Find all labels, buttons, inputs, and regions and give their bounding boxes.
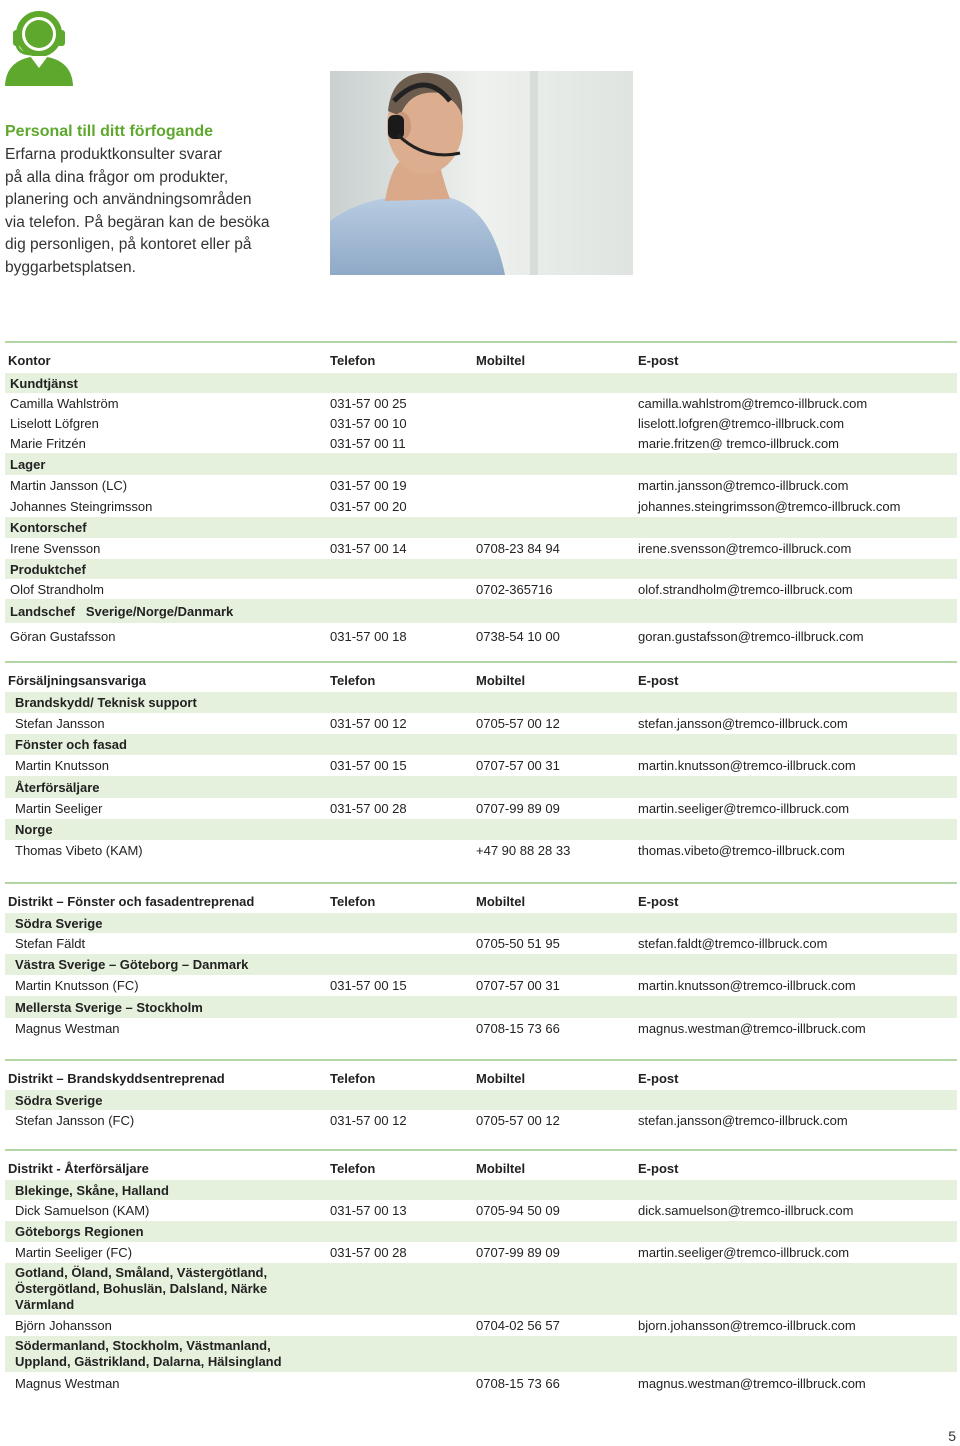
table-row xyxy=(5,433,957,453)
contact-email[interactable]: irene.svensson@tremco-illbruck.com xyxy=(638,541,852,556)
headset-man-photo xyxy=(330,71,633,275)
contact-name: Liselott Löfgren xyxy=(10,415,99,431)
group-header xyxy=(5,1090,957,1110)
contact-mobile: 0708-15 73 66 xyxy=(476,1375,560,1391)
contact-email[interactable]: stefan.faldt@tremco-illbruck.com xyxy=(638,936,828,951)
table-row xyxy=(5,579,957,599)
group-title: Kontorschef xyxy=(10,520,87,535)
group-title: Blekinge, Skåne, Halland xyxy=(15,1182,169,1198)
contact-mobile: 0708-23 84 94 xyxy=(476,541,560,556)
group-header xyxy=(5,776,957,798)
group-title: Göteborgs Regionen xyxy=(15,1224,144,1239)
table-header xyxy=(5,343,957,373)
table-row xyxy=(5,538,957,559)
intro-line: via telefon. På begäran kan de besöka xyxy=(5,213,270,231)
column-header: E-post xyxy=(638,1070,679,1086)
intro-line: byggarbetsplatsen. xyxy=(5,258,136,276)
table-row xyxy=(5,393,957,413)
contact-name: Göran Gustafsson xyxy=(10,628,116,644)
group-header xyxy=(5,1221,957,1242)
contact-mobile: 0708-15 73 66 xyxy=(476,1021,560,1036)
table-header xyxy=(5,1151,957,1180)
group-header xyxy=(5,373,957,393)
contact-name: Dick Samuelson (KAM) xyxy=(15,1203,150,1218)
group-title: Kundtjänst xyxy=(10,375,78,391)
group-header xyxy=(5,1180,957,1200)
column-header: Mobiltel xyxy=(476,1070,526,1086)
contact-name: Olof Strandholm xyxy=(10,581,104,597)
group-header xyxy=(5,734,957,755)
contact-phone: 031-57 00 19 xyxy=(330,478,407,493)
contact-email[interactable]: stefan.jansson@tremco-illbruck.com xyxy=(638,1113,848,1128)
contact-name: Martin Knutsson xyxy=(15,758,109,773)
contact-email[interactable]: stefan.jansson@tremco-illbruck.com xyxy=(638,716,848,731)
intro-line: på alla dina frågor om produkter, xyxy=(5,168,229,186)
table-row xyxy=(5,713,957,734)
contact-name: Irene Svensson xyxy=(10,541,101,556)
group-title: Mellersta Sverige – Stockholm xyxy=(15,999,203,1015)
headset-person-icon xyxy=(4,4,74,86)
contact-email[interactable]: martin.seeliger@tremco-illbruck.com xyxy=(638,1245,850,1260)
table-row xyxy=(5,1018,957,1039)
intro-text xyxy=(5,144,315,279)
contact-phone: 031-57 00 25 xyxy=(330,395,407,411)
group-header xyxy=(5,954,957,975)
group-header xyxy=(5,996,957,1018)
group-title: Södra Sverige xyxy=(15,1092,103,1108)
contact-email[interactable]: martin.jansson@tremco-illbruck.com xyxy=(638,478,849,493)
group-header xyxy=(5,517,957,538)
contact-mobile: 0705-50 51 95 xyxy=(476,936,560,951)
contact-phone: 031-57 00 15 xyxy=(330,978,407,993)
contact-name: Johannes Steingrimsson xyxy=(10,499,153,514)
table-row xyxy=(5,1110,957,1131)
table-header xyxy=(5,663,957,692)
contact-phone: 031-57 00 15 xyxy=(330,758,407,773)
contact-email[interactable]: magnus.westman@tremco-illbruck.com xyxy=(638,1375,866,1391)
group-title: Återförsäljare xyxy=(15,779,100,795)
contact-name: Björn Johansson xyxy=(15,1318,112,1333)
contact-section-district-windows xyxy=(5,882,957,1039)
column-header: Telefon xyxy=(330,893,376,909)
table-row xyxy=(5,496,957,517)
contact-mobile: 0707-99 89 09 xyxy=(476,1245,560,1260)
column-header: Mobiltel xyxy=(476,893,526,909)
intro-line: Erfarna produktkonsulter svarar xyxy=(5,146,223,163)
contact-email[interactable]: martin.knutsson@tremco-illbruck.com xyxy=(638,758,856,773)
table-header xyxy=(5,884,957,913)
group-title: Norge xyxy=(15,822,53,837)
contact-phone: 031-57 00 20 xyxy=(330,499,407,514)
column-header: Distrikt – Fönster och fasadentreprenad xyxy=(8,893,255,909)
group-title: Landschef Sverige/Norge/Danmark xyxy=(10,603,234,619)
contact-phone: 031-57 00 12 xyxy=(330,716,407,731)
table-row xyxy=(5,475,957,496)
contact-section-sales xyxy=(5,661,957,861)
contact-name: Martin Jansson (LC) xyxy=(10,478,128,493)
contact-email[interactable]: bjorn.johansson@tremco-illbruck.com xyxy=(638,1318,856,1333)
contact-mobile: 0704-02 56 57 xyxy=(476,1318,560,1333)
contact-mobile: 0705-57 00 12 xyxy=(476,1113,560,1128)
group-header xyxy=(5,819,957,840)
contact-email[interactable]: camilla.wahlstrom@tremco-illbruck.com xyxy=(638,395,868,411)
page-number: 5 xyxy=(948,1428,956,1444)
column-header: Mobiltel xyxy=(476,1160,526,1176)
column-header: E-post xyxy=(638,893,679,909)
contact-email[interactable]: martin.knutsson@tremco-illbruck.com xyxy=(638,978,856,993)
contact-mobile: +47 90 88 28 33 xyxy=(476,843,571,858)
contact-name: Martin Seeliger (FC) xyxy=(15,1245,133,1260)
contact-phone: 031-57 00 13 xyxy=(330,1203,407,1218)
contact-name: Magnus Westman xyxy=(15,1021,120,1036)
column-header: Telefon xyxy=(330,672,376,688)
contact-section-kontor xyxy=(5,341,957,649)
contact-phone: 031-57 00 12 xyxy=(330,1113,407,1128)
contact-phone: 031-57 00 14 xyxy=(330,541,407,556)
column-header: Telefon xyxy=(330,1160,376,1176)
column-header: Distrikt - Återförsäljare xyxy=(8,1160,149,1176)
contact-name: Martin Seeliger xyxy=(15,801,103,816)
table-row xyxy=(5,840,957,861)
table-row xyxy=(5,1242,957,1263)
column-header: Försäljningsansvariga xyxy=(8,672,146,688)
headset-person-logo xyxy=(4,4,74,86)
contact-email[interactable]: johannes.steingrimsson@tremco-illbruck.com xyxy=(638,499,901,514)
contact-email[interactable]: dick.samuelson@tremco-illbruck.com xyxy=(638,1203,854,1218)
group-header xyxy=(5,559,957,579)
column-header: Telefon xyxy=(330,1070,376,1086)
group-title: Södermanland, Stockholm, Västmanland, Uppland, Gästrikland, Dalarna, Hälsingland xyxy=(15,1338,282,1369)
column-header: Kontor xyxy=(8,352,51,368)
contact-name: Stefan Jansson xyxy=(15,716,105,731)
group-header xyxy=(5,1263,957,1315)
column-header: E-post xyxy=(638,672,679,688)
column-header: Mobiltel xyxy=(476,672,526,688)
group-title: Produktchef xyxy=(10,561,86,577)
table-row xyxy=(5,1315,957,1336)
group-header xyxy=(5,913,957,933)
contact-name: Marie Fritzén xyxy=(10,435,86,451)
contact-phone: 031-57 00 18 xyxy=(330,628,407,644)
contact-phone: 031-57 00 28 xyxy=(330,801,407,816)
contact-email[interactable]: martin.seeliger@tremco-illbruck.com xyxy=(638,801,850,816)
table-row xyxy=(5,975,957,996)
table-row xyxy=(5,798,957,819)
group-header xyxy=(5,1336,957,1372)
table-row xyxy=(5,933,957,954)
intro-line: planering och användningsområden xyxy=(5,191,252,208)
table-row xyxy=(5,755,957,776)
table-row xyxy=(5,1372,957,1394)
table-row xyxy=(5,623,957,649)
intro-title: Personal till ditt förfogande xyxy=(5,123,214,140)
column-header: E-post xyxy=(638,1160,679,1176)
contact-phone: 031-57 00 11 xyxy=(330,435,406,451)
contact-name: Stefan Jansson (FC) xyxy=(15,1113,135,1128)
contact-mobile: 0707-99 89 09 xyxy=(476,801,560,816)
contact-email[interactable]: liselott.lofgren@tremco-illbruck.com xyxy=(638,415,845,431)
contact-mobile: 0702-365716 xyxy=(476,581,553,597)
contact-mobile: 0707-57 00 31 xyxy=(476,978,560,993)
table-row xyxy=(5,1200,957,1221)
table-header xyxy=(5,1061,957,1090)
contact-email[interactable]: marie.fritzen@ tremco-illbruck.com xyxy=(638,435,840,451)
group-title: Gotland, Öland, Småland, Västergötland, Östergötland, Bohuslän, Dalsland, Närke Värmland xyxy=(15,1265,268,1312)
intro-line: dig personligen, på kontoret eller på xyxy=(5,236,252,253)
group-header xyxy=(5,453,957,475)
contact-name: Thomas Vibeto (KAM) xyxy=(15,843,143,858)
table-row xyxy=(5,413,957,433)
intro-block xyxy=(5,122,315,279)
contact-name: Martin Knutsson (FC) xyxy=(15,978,139,993)
contact-email[interactable]: olof.strandholm@tremco-illbruck.com xyxy=(638,581,853,597)
contact-phone: 031-57 00 28 xyxy=(330,1245,407,1260)
contact-mobile: 0705-57 00 12 xyxy=(476,716,560,731)
contact-name: Stefan Fäldt xyxy=(15,936,86,951)
group-title: Brandskydd/ Teknisk support xyxy=(15,695,197,710)
group-header xyxy=(5,599,957,623)
contact-email[interactable]: thomas.vibeto@tremco-illbruck.com xyxy=(638,843,845,858)
group-title: Lager xyxy=(10,456,46,472)
contact-section-district-fire xyxy=(5,1059,957,1131)
contact-phone: 031-57 00 10 xyxy=(330,415,407,431)
column-header: Telefon xyxy=(330,352,376,368)
group-header xyxy=(5,692,957,713)
group-title: Fönster och fasad xyxy=(15,737,127,752)
column-header: Distrikt – Brandskyddsentreprenad xyxy=(8,1070,225,1086)
contact-email[interactable]: goran.gustafsson@tremco-illbruck.com xyxy=(638,628,864,644)
contact-mobile: 0738-54 10 00 xyxy=(476,628,560,644)
contact-mobile: 0705-94 50 09 xyxy=(476,1203,560,1218)
contact-mobile: 0707-57 00 31 xyxy=(476,758,560,773)
contact-section-district-resellers xyxy=(5,1149,957,1394)
column-header: Mobiltel xyxy=(476,352,526,368)
group-title: Västra Sverige – Göteborg – Danmark xyxy=(15,957,249,972)
contact-name: Magnus Westman xyxy=(15,1375,120,1391)
contact-name: Camilla Wahlström xyxy=(10,395,119,411)
group-title: Södra Sverige xyxy=(15,915,103,931)
column-header: E-post xyxy=(638,352,679,368)
contact-email[interactable]: magnus.westman@tremco-illbruck.com xyxy=(638,1021,866,1036)
